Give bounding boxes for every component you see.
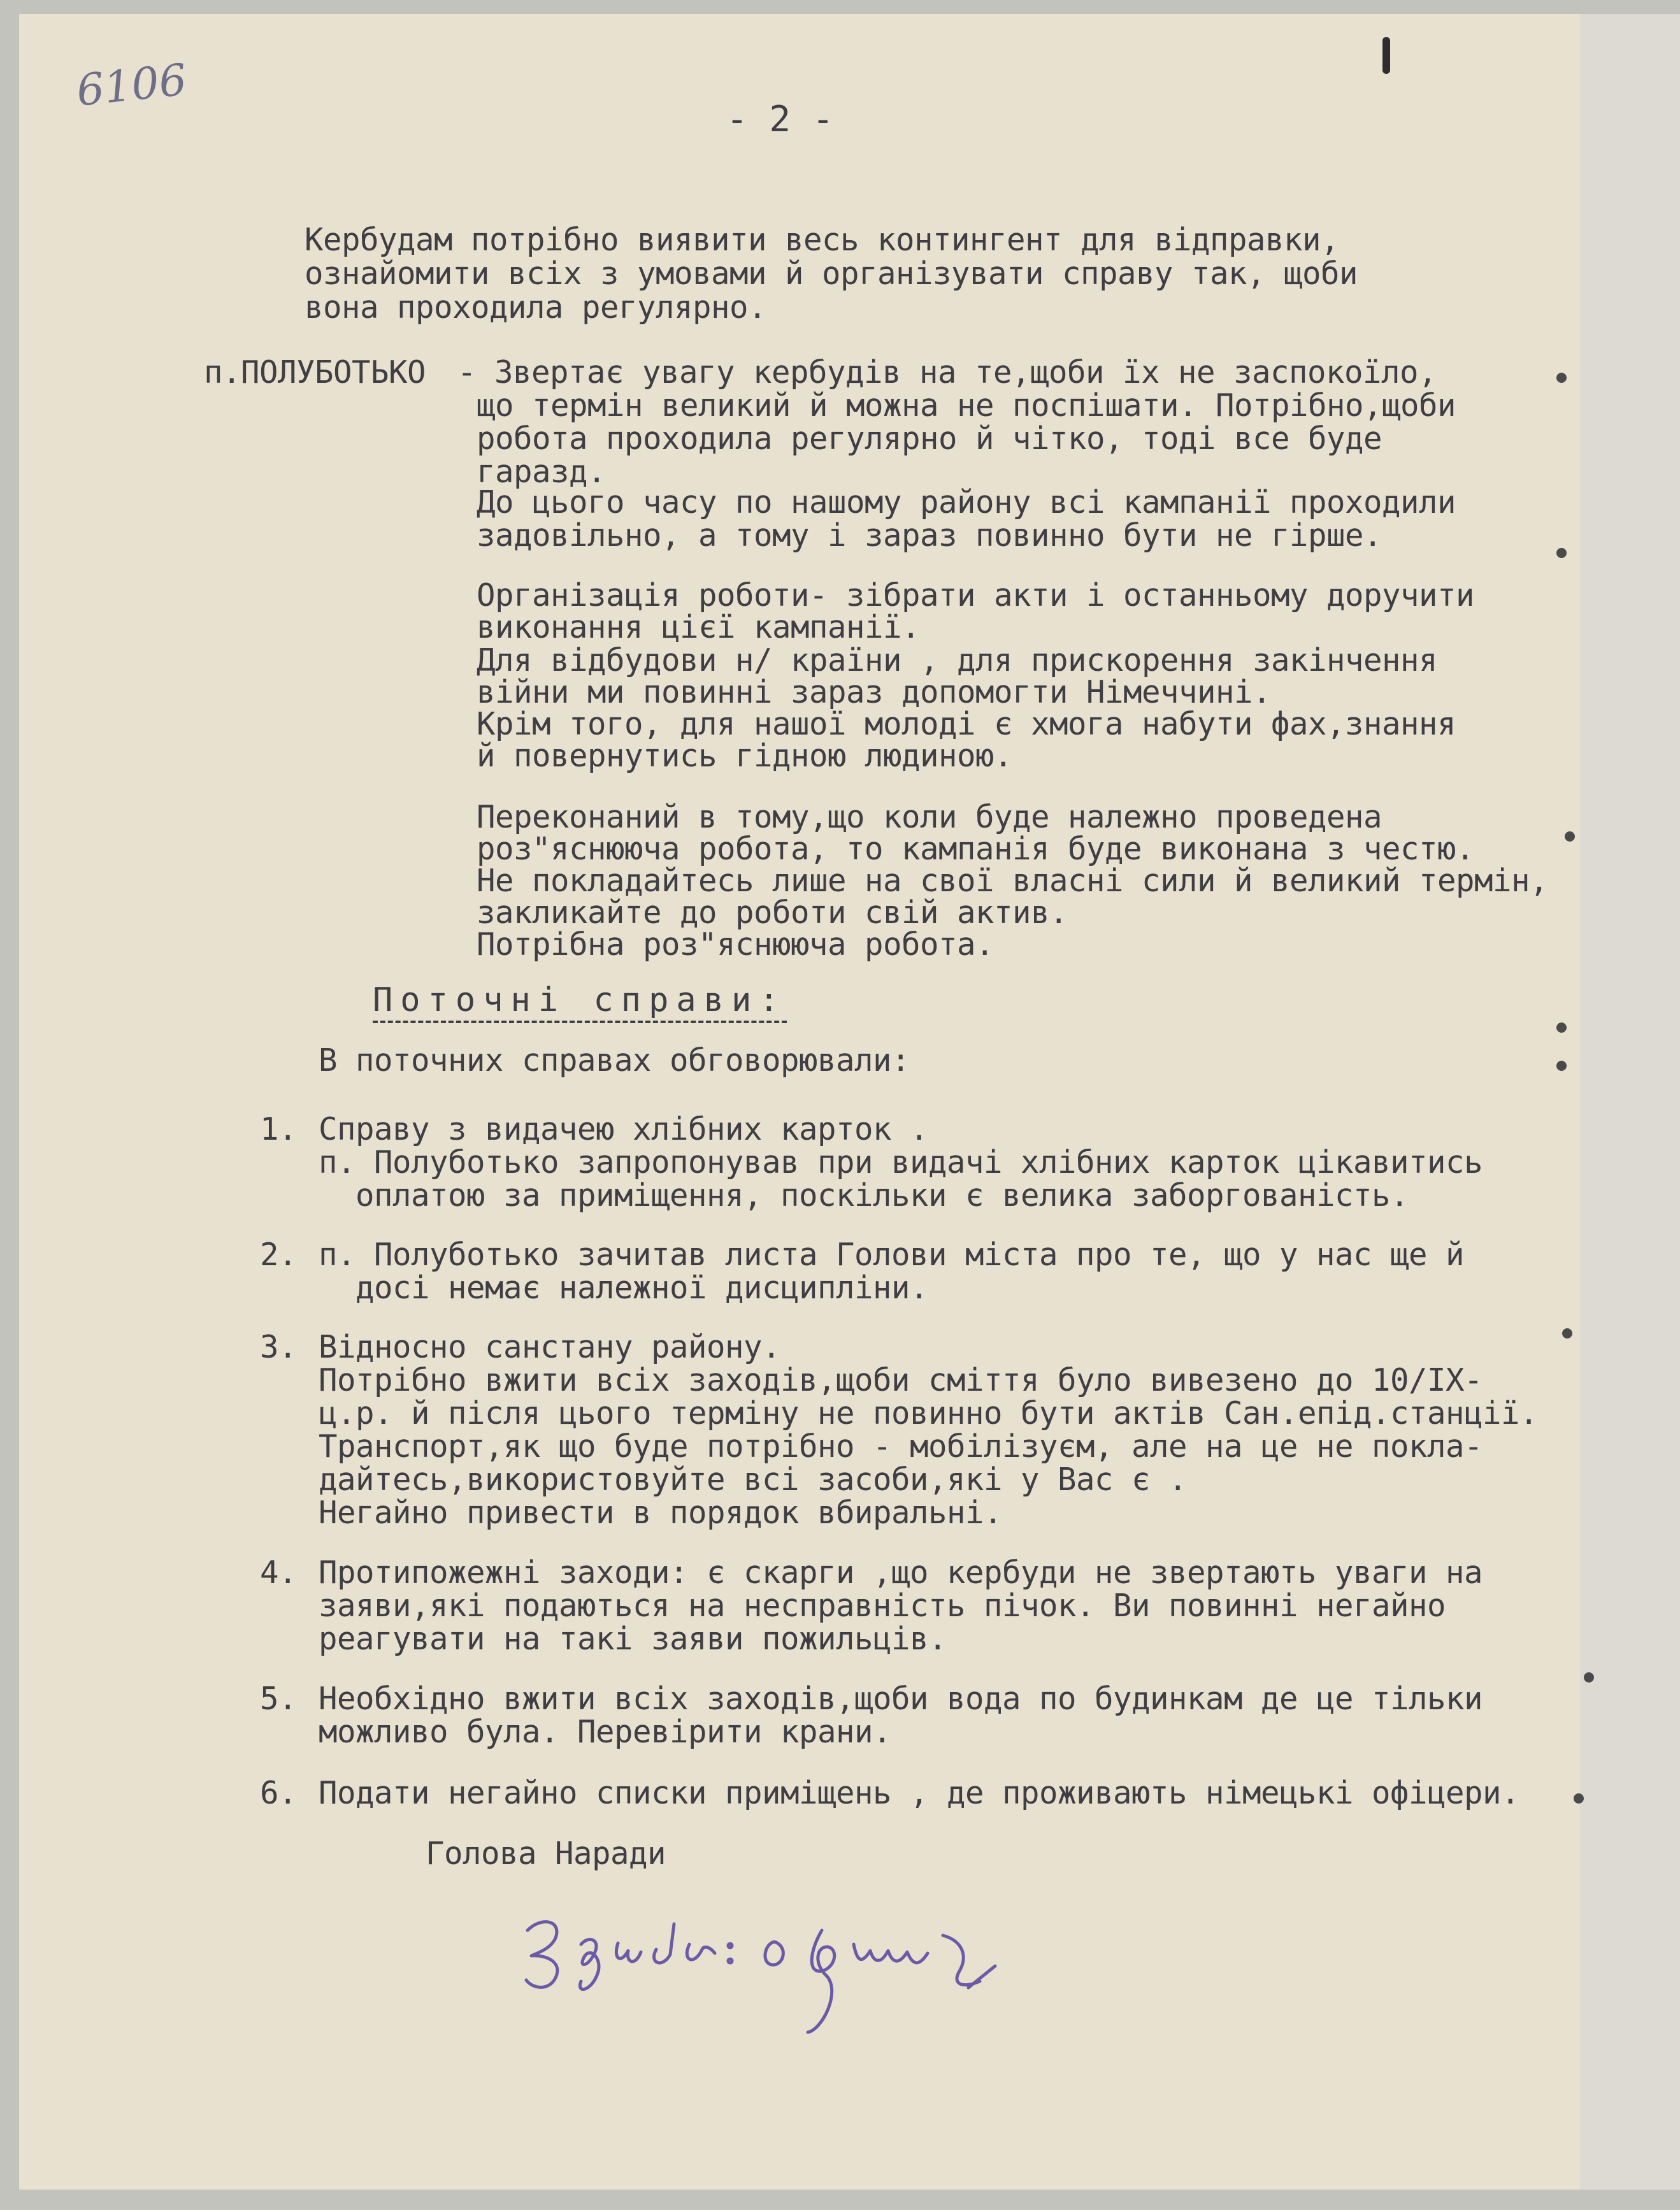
item-line: п. Полуботько зачитав листа Голови міста про те, що у нас ще й [319, 1237, 1465, 1273]
item-line: Потрібно вжити всіх заходів,щоби сміття було вивезено до 10/IX- [319, 1362, 1483, 1398]
speech-line: - Звертає увагу кербудів на те,щоби їх не заспокоїло, [457, 354, 1437, 391]
page-edge-strip [1580, 14, 1680, 2190]
item-line: ц.р. й після цього терміну не повинно бути актів Сан.епід.станції. [319, 1395, 1539, 1431]
chair-label: Голова Наради [426, 1835, 666, 1872]
item-line: оплатою за приміщення, поскільки є велика заборгованість. [319, 1177, 1409, 1214]
speech-line: й повернутись гідною людиною. [477, 738, 1013, 774]
punch-hole [1556, 1022, 1567, 1033]
speech-line: роз"яснююча робота, то кампанія буде виконана з честю. [477, 831, 1475, 867]
speech-line: задовільно, а тому і зараз повинно бути не гірше. [477, 517, 1382, 554]
intro-line: Кербудам потрібно виявити весь контингент для відправки, [305, 222, 1340, 258]
speech-line: Крім того, для нашої молоді є хмога набути фах,знання [477, 706, 1456, 742]
speech-line: війни ми повинні зараз допомогти Німеччині. [477, 674, 1272, 710]
item-line: заяви,які подаються на несправність пічок. Ви повинні негайно [319, 1588, 1446, 1624]
item-line: Відносно санстану району. [319, 1329, 781, 1365]
punch-hole [1556, 548, 1567, 558]
item-number: 2. [260, 1237, 298, 1273]
speech-line: Організація роботи- зібрати акти і останньому доручити [477, 577, 1475, 613]
item-number: 6. [260, 1775, 298, 1811]
item-line: досі немає належної дисципліни. [319, 1270, 929, 1306]
punch-hole [1574, 1793, 1584, 1804]
item-line: Справу з видачею хлібних карток . [319, 1111, 929, 1147]
item-line: Необхідно вжити всіх заходів,щоби вода по будинкам де це тільки [319, 1681, 1483, 1717]
item-line: Транспорт,як що буде потрібно - мобілізуєм, але на це не покла- [319, 1428, 1483, 1465]
punch-hole [1556, 1061, 1567, 1071]
speech-line: закликайте до роботи свій актив. [477, 894, 1068, 931]
item-number: 5. [260, 1681, 298, 1717]
item-number: 3. [260, 1329, 298, 1365]
item-line: можливо була. Перевірити крани. [319, 1714, 892, 1750]
speech-line: що термін великий й можна не поспішати. Потрібно,щоби [477, 387, 1456, 424]
item-line: дайтесь,використовуйте всі засоби,які у Вас є . [319, 1461, 1188, 1498]
document-sheet [19, 14, 1580, 2190]
item-line: Протипожежні заходи: є скарги ,що кербуди не звертають уваги на [319, 1554, 1483, 1591]
section-heading: Поточні справи: [373, 981, 787, 1023]
speech-line: Не покладайтесь лише на свої власні сили й великий термін, [477, 863, 1549, 899]
speech-line: гаразд. [477, 454, 607, 490]
handwritten-signature [522, 1905, 1070, 2064]
speech-line: робота проходила регулярно й чітко, тоді все буде [477, 420, 1382, 457]
punch-hole [1584, 1672, 1594, 1683]
speech-line: До цього часу по нашому району всі кампанії проходили [477, 484, 1456, 520]
item-line: Подати негайно списки приміщень , де проживають німецькі офіцери. [319, 1775, 1520, 1811]
speech-line: Переконаний в тому,що коли буде належно проведена [477, 799, 1382, 835]
page-number: - 2 - [726, 99, 834, 140]
item-line: реагувати на такі заяви пожильців. [319, 1621, 947, 1657]
section-intro: В поточних справах обговорювали: [319, 1042, 910, 1079]
intro-line: ознайомити всіх з умовами й організувати справу так, щоби [305, 255, 1358, 292]
intro-line: вона проходила регулярно. [305, 289, 767, 326]
speech-line: виконання цієї кампанії. [477, 609, 921, 645]
item-line: Негайно привести в порядок вбиральні. [319, 1495, 1003, 1531]
item-number: 1. [260, 1111, 298, 1147]
punch-hole [1556, 373, 1567, 383]
corner-mark [1382, 37, 1390, 74]
speech-line: Для відбудови н/ країни , для прискорення закінчення [477, 642, 1438, 678]
speech-line: Потрібна роз"яснююча робота. [477, 926, 994, 963]
item-line: п. Полуботько запропонував при видачі хлібних карток цікавитись [319, 1144, 1483, 1180]
punch-hole [1562, 1328, 1572, 1338]
punch-hole [1565, 831, 1575, 842]
archive-number: 6106 [74, 55, 189, 117]
speaker-name: п.ПОЛУБОТЬКО [204, 354, 426, 391]
item-number: 4. [260, 1554, 298, 1591]
